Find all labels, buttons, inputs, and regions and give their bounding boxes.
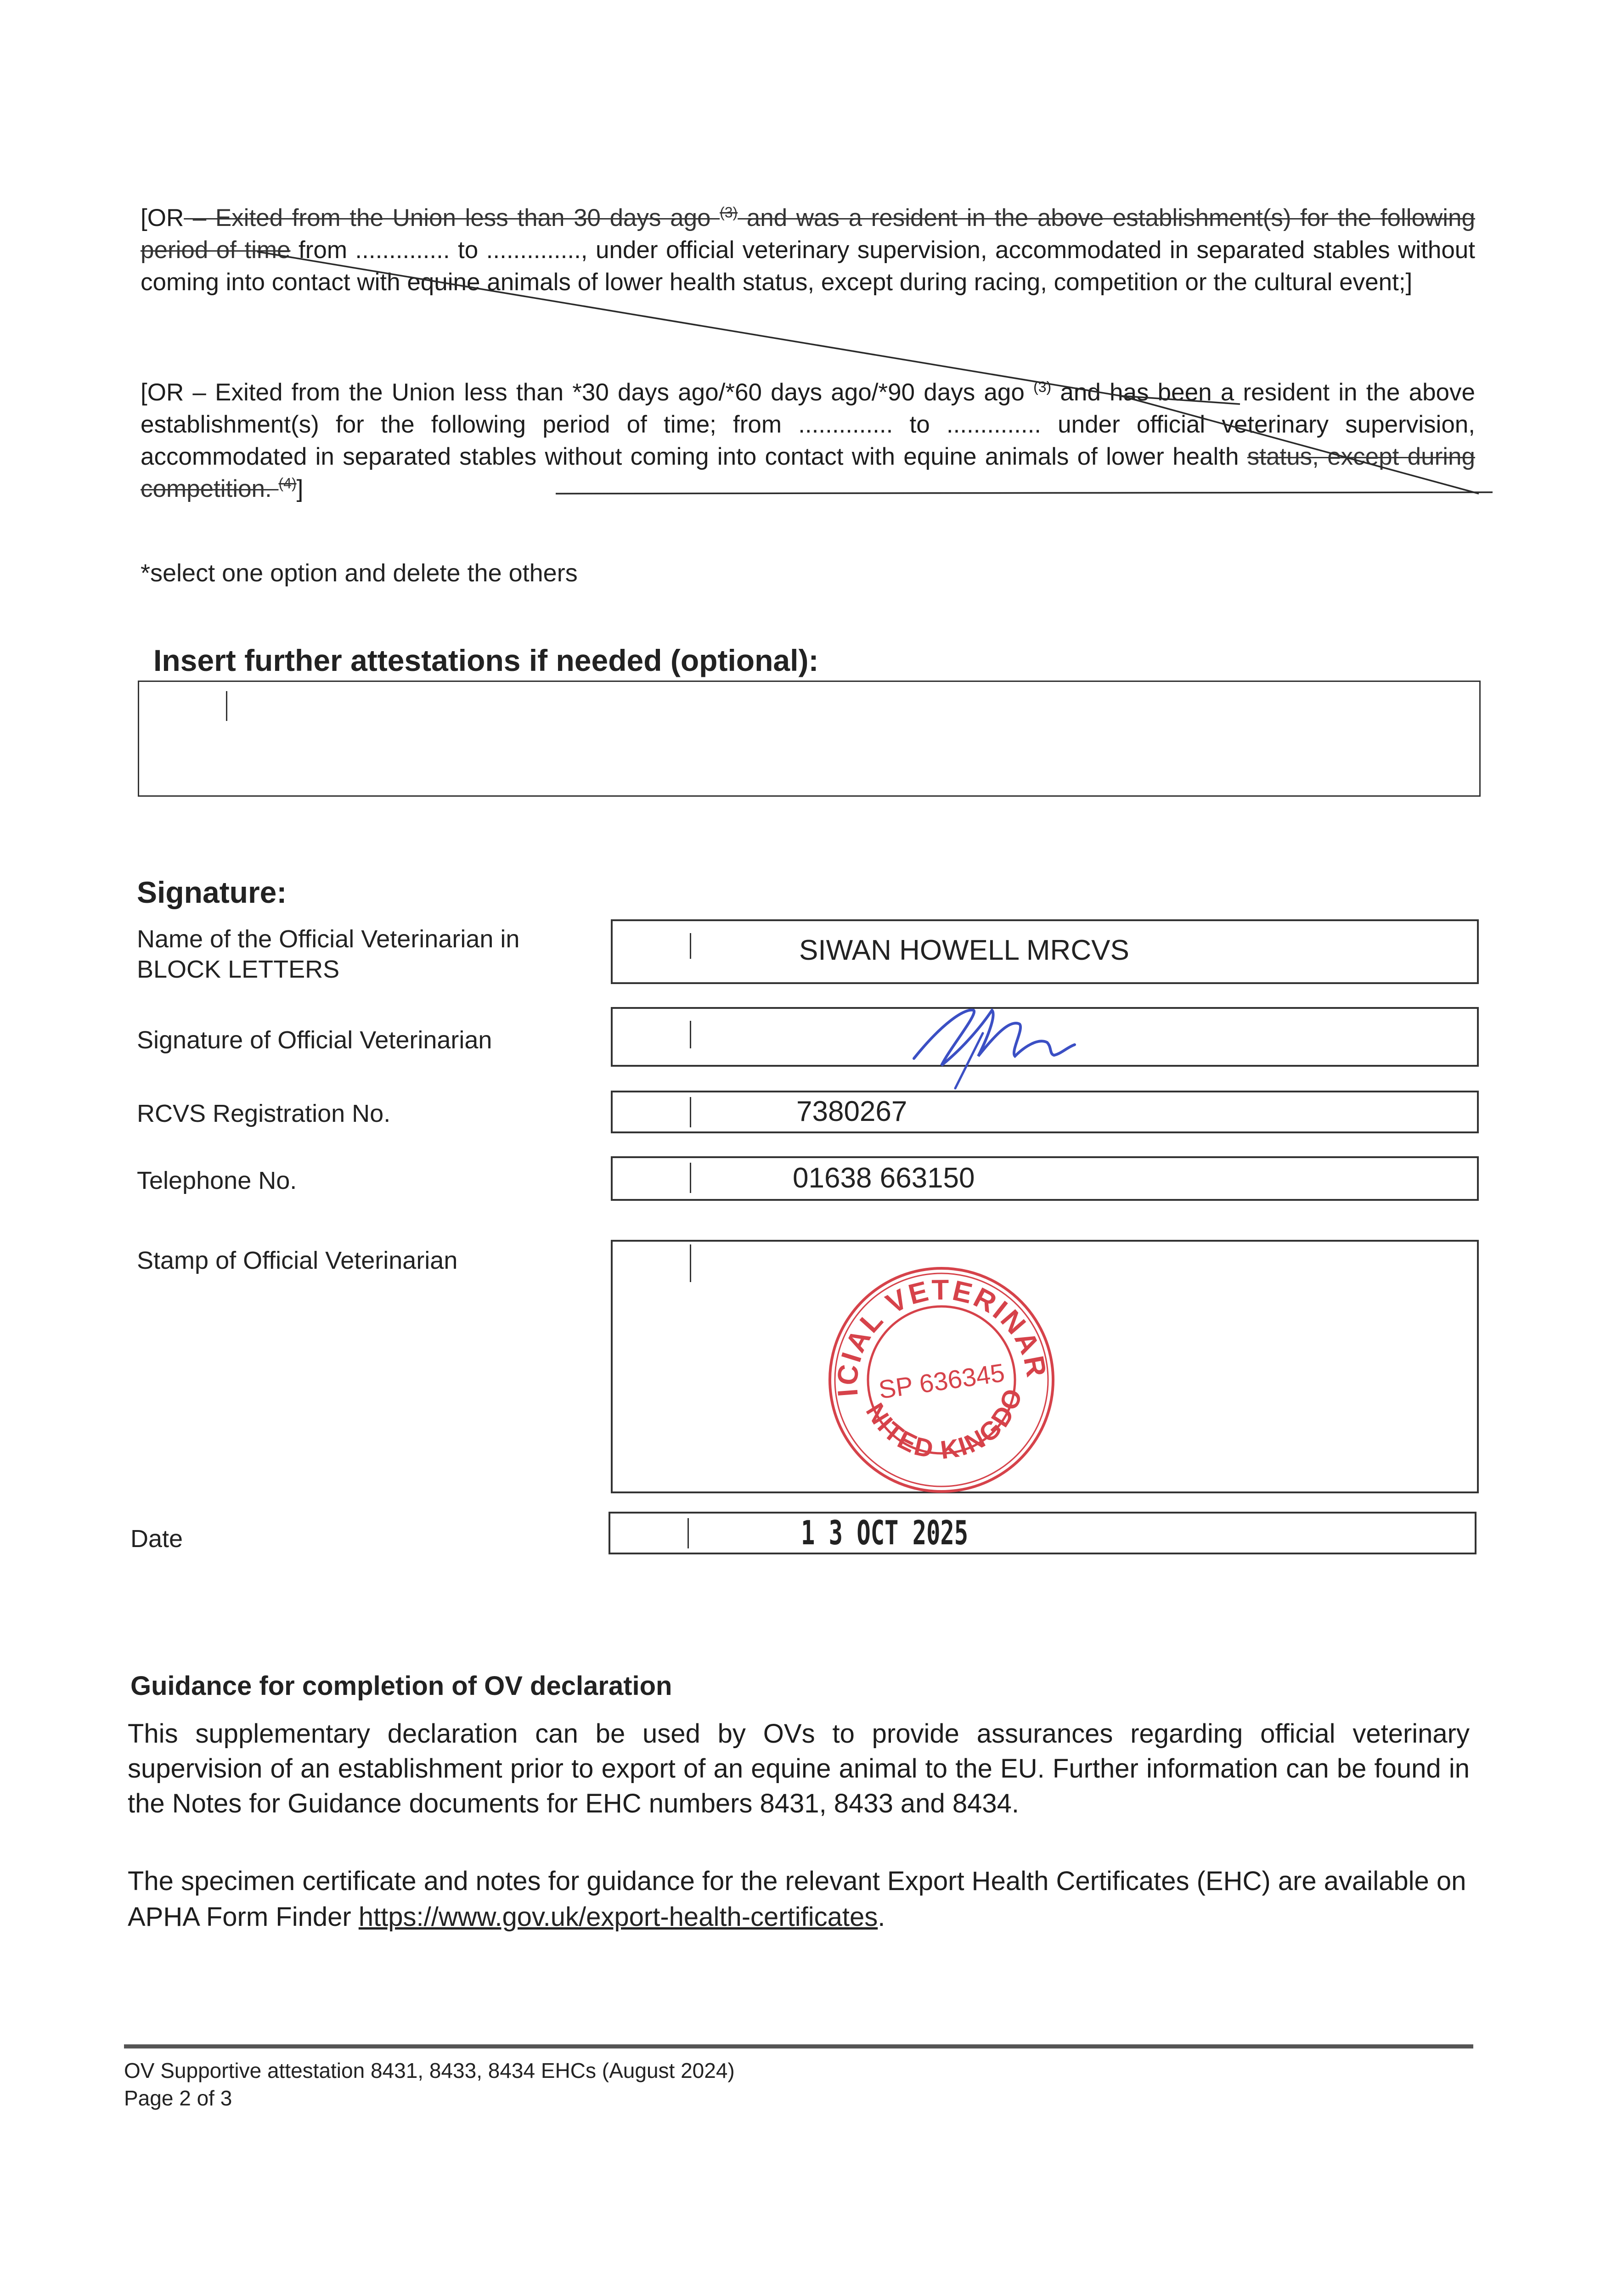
option-1-struck-text-b: and was a resident in the above establishment(s) for the following period of time — [141, 204, 1475, 264]
signature-label: Signature of Official Veterinarian — [137, 1026, 492, 1054]
name-field[interactable] — [611, 919, 1479, 984]
select-note: *select one option and delete the others — [141, 559, 578, 587]
deletion-line-1 — [257, 252, 1240, 404]
signature-heading: Signature: — [137, 875, 287, 909]
guidance-paragraph-2-text: The specimen certificate and notes for guidance for the relevant Export Health Certificates (EHC) are available on APHA Form Finder — [128, 1866, 1466, 1932]
field-divider — [690, 1021, 691, 1048]
footer-title: OV Supportive attestation 8431, 8433, 8434 EHCs (August 2024) — [124, 2059, 735, 2082]
name-label: Name of the Official Veterinarian in BLOCK LETTERS — [137, 925, 520, 983]
option-2-text-a: [OR – Exited from the Union less than *30 days ago/*60 days ago/*90 days ago — [141, 379, 1034, 406]
footnote-ref-4: (4) — [278, 475, 297, 492]
option-2-text-b: and has been a resident in the above establishment(s) for the following period of time; from .............. to .............. under official veterinary supervision, accommodated in separated stables without coming into contact with equine animals of lower health — [141, 379, 1476, 470]
guidance-paragraph-1: This supplementary declaration can be used by OVs to provide assurances regarding official veterinary supervision of an establishment prior to export of an equine animal to the EU. Further information can be found in the Notes for Guidance documents for EHC numbers 8431, 8433 and 8434. — [128, 1719, 1470, 1818]
rcvs-value: 7380267 — [796, 1096, 907, 1127]
text-cursor — [226, 691, 227, 721]
field-divider — [690, 1163, 691, 1193]
name-value: SIWAN HOWELL MRCVS — [799, 934, 1129, 966]
guidance-paragraph-2 — [128, 1863, 1470, 1935]
phone-field[interactable] — [611, 1156, 1479, 1201]
export-health-certificates-link[interactable]: https://www.gov.uk/export-health-certificates — [358, 1902, 878, 1932]
field-divider — [690, 1097, 691, 1127]
deletion-line-3 — [556, 492, 1493, 494]
field-divider — [688, 1518, 689, 1548]
date-label: Date — [130, 1525, 183, 1553]
option-2-struck-text: status, except during competition. — [141, 443, 1475, 502]
field-divider — [690, 933, 691, 959]
option-2-close-bracket: ] — [296, 475, 304, 502]
stamp-center-text: SP 636345 — [877, 1358, 1007, 1404]
option-1-bracket: [OR — [141, 204, 184, 231]
stamp-top-text: OFFICIAL VETERINARIAN — [831, 1274, 1053, 1398]
rcvs-label: RCVS Registration No. — [137, 1100, 391, 1127]
field-divider — [690, 1244, 691, 1282]
footer-page-number: Page 2 of 3 — [124, 2086, 232, 2110]
stamp-label: Stamp of Official Veterinarian — [137, 1247, 458, 1274]
stamp-bottom-text: UNITED KINGDOM — [860, 1384, 1028, 1465]
phone-value: 01638 663150 — [793, 1162, 975, 1194]
further-attestations-box[interactable] — [138, 681, 1481, 797]
date-value: 1 3 OCT 2025 — [801, 1514, 969, 1552]
option-1-text: from .............. to .............., under official veterinary supervision, accommodated in separated stables without coming into contact with equine animals of lower health status, except during racing, competition or the cultural event;] — [141, 236, 1476, 296]
deletion-strike-lines — [0, 0, 1623, 528]
footer-rule — [124, 2044, 1473, 2048]
deletion-line-2 — [1121, 396, 1479, 494]
footnote-ref-3: (3) — [720, 204, 738, 221]
rcvs-field[interactable] — [611, 1091, 1479, 1133]
phone-label: Telephone No. — [137, 1167, 297, 1194]
guidance-heading: Guidance for completion of OV declaration — [130, 1671, 672, 1701]
further-attestations-heading: Insert further attestations if needed (optional): — [153, 643, 819, 677]
date-field[interactable] — [609, 1512, 1476, 1554]
official-veterinarian-stamp — [813, 1247, 1070, 1504]
option-1-struck-text-a: – Exited from the Union less than 30 days ago — [184, 204, 720, 231]
signature-scribble — [873, 996, 1157, 1097]
guidance-paragraph-2-end: . — [878, 1902, 885, 1932]
footnote-ref-3: (3) — [1033, 378, 1052, 395]
